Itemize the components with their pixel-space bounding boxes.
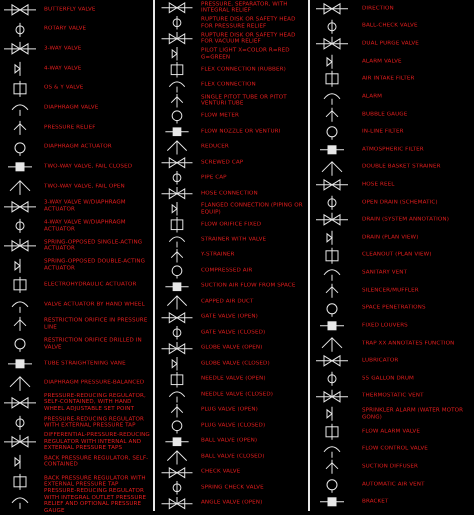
legend-column-b — [157, 0, 307, 511]
flex-connection-icon — [157, 77, 197, 92]
flow-nozzle-icon — [157, 124, 197, 139]
bracket-icon — [312, 493, 352, 511]
legend-row — [312, 18, 474, 36]
legend-row — [0, 0, 152, 20]
legend-label: ROTARY VALVE — [44, 26, 87, 33]
legend-label: SUCTION DIFFUSER — [362, 463, 419, 470]
self-contained-regulator-icon — [0, 393, 40, 413]
legend-label: PILOT LIGHT X=COLOR R=RED G=GREEN — [201, 47, 290, 61]
legend-label: HOSE REEL — [362, 181, 395, 188]
legend-row — [157, 356, 307, 371]
legend-label: DOUBLE BASKET STRAINER — [362, 164, 441, 171]
legend-label: SINGLE PITOT TUBE OR PITOT VENTURI TUBE — [201, 94, 287, 107]
legend-row — [312, 53, 474, 71]
column-divider — [153, 0, 155, 511]
gate-valve-open-icon — [157, 310, 197, 325]
os-y-valve-icon — [0, 79, 40, 99]
legend-label: 55 GALLON DRUM — [362, 375, 414, 382]
plug-valve-closed-icon — [157, 418, 197, 433]
check-valve-icon — [157, 465, 197, 480]
legend-row — [0, 432, 152, 452]
globe-valve-open-icon — [157, 341, 197, 356]
legend-label: DIAPHRAGM ACTUATOR — [44, 144, 112, 151]
sprinkler-alarm-icon — [312, 405, 352, 423]
electrohydraulic-actuator-icon — [0, 275, 40, 295]
legend-row — [312, 70, 474, 88]
legend-label: BACK PRESSURE REGULATOR WITH EXTERNAL PRESSURE TAP — [44, 474, 146, 488]
legend-row — [0, 98, 152, 118]
spring-double-actuator-icon — [0, 256, 40, 276]
legend-row — [157, 341, 307, 356]
legend-label: ALARM VALVE — [362, 58, 402, 65]
legend-row — [0, 393, 152, 413]
legend-row — [0, 216, 152, 236]
legend-row — [157, 0, 307, 15]
legend-row — [312, 441, 474, 459]
back-pressure-regulator-icon — [0, 452, 40, 472]
legend-label: AUTOMATIC AIR VENT — [362, 481, 425, 488]
legend-label: RUPTURE DISK OR SAFETY HEAD FOR VACUUM RELIEF — [201, 32, 296, 45]
automatic-air-vent-icon — [312, 476, 352, 494]
legend-row — [312, 176, 474, 194]
legend-row — [0, 157, 152, 177]
legend-row — [312, 106, 474, 124]
legend-label: DIAPHRAGM PRESSURE-BALANCED — [44, 379, 145, 386]
legend-label: BALL VALVE (CLOSED) — [201, 453, 265, 460]
legend-row — [312, 229, 474, 247]
legend-label: FLANGED CONNECTION (PIPING OR EQUIP) — [201, 202, 303, 216]
legend-row — [0, 314, 152, 334]
legend-row — [157, 108, 307, 123]
legend-row — [312, 335, 474, 353]
legend-row — [312, 247, 474, 265]
atmospheric-filter-icon — [312, 141, 352, 159]
legend-row — [157, 31, 307, 46]
legend-row — [0, 20, 152, 40]
legend-row — [157, 372, 307, 387]
legend-row — [157, 248, 307, 263]
rotary-valve-icon — [0, 20, 40, 40]
legend-row — [312, 159, 474, 177]
direction-icon — [312, 0, 352, 18]
capped-duct-icon — [157, 294, 197, 309]
legend-row — [312, 194, 474, 212]
legend-row — [0, 275, 152, 295]
legend-row — [157, 434, 307, 449]
legend-row — [312, 264, 474, 282]
legend-row — [312, 141, 474, 159]
legend-label: NEEDLE VALVE (OPEN) — [201, 376, 266, 383]
legend-label: ELECTROHYDRAULIC ACTUATOR — [44, 281, 137, 288]
legend-label: PRESSURE, SEPARATOR, WITH INTEGRAL RELIEF — [201, 1, 288, 14]
legend-row — [0, 236, 152, 256]
legend-row — [0, 177, 152, 197]
fixed-louvers-icon — [312, 317, 352, 335]
flow-control-valve-icon — [312, 441, 352, 459]
pressure-relief-icon — [0, 118, 40, 138]
legend-label: PRESSURE-REDUCING REGULATOR WITH EXTERNAL PRESSURE TAP — [44, 415, 144, 429]
restriction-orifice-icon — [0, 314, 40, 334]
legend-label: TWO-WAY VALVE, FAIL CLOSED — [44, 163, 133, 170]
legend-label: RESTRICTION ORIFICE IN PRESSURE LINE — [44, 317, 148, 331]
hose-reel-icon — [312, 176, 352, 194]
back-pressure-external-icon — [0, 472, 40, 492]
legend-label: FLEX CONNECTION (RUBBER) — [201, 66, 286, 73]
legend-label: HOSE CONNECTION — [201, 190, 258, 197]
cleanout-plan-icon — [312, 247, 352, 265]
two-way-fail-open-icon — [0, 177, 40, 197]
double-basket-strainer-icon — [312, 159, 352, 177]
three-way-diaphragm-icon — [0, 197, 40, 217]
legend-label: STRAINER WITH VALVE — [201, 236, 267, 243]
legend-label: THERMOSTATIC VENT — [362, 393, 424, 400]
legend-label: 4-WAY VALVE — [44, 65, 82, 72]
legend-label: CHECK VALVE — [201, 468, 241, 475]
flow-alarm-valve-icon — [312, 423, 352, 441]
globe-valve-closed-icon — [157, 356, 197, 371]
legend-label: TRAP XX ANNOTATES FUNCTION — [362, 340, 455, 347]
legend-row — [0, 354, 152, 374]
legend-label: BALL VALVE (OPEN) — [201, 438, 258, 444]
legend-label: FLOW ALARM VALVE — [362, 428, 420, 435]
legend-label: SPRINKLER ALARM (WATER MOTOR GONG) — [362, 407, 464, 421]
legend-row — [157, 170, 307, 185]
legend-label: LUBRICATOR — [362, 357, 399, 364]
alarm-icon — [312, 88, 352, 106]
legend-row — [0, 373, 152, 393]
legend-row — [312, 0, 474, 18]
legend-label: 3-WAY VALVE — [44, 45, 82, 52]
suction-diffuser-icon — [312, 458, 352, 476]
thermostatic-vent-icon — [312, 388, 352, 406]
diaphragm-actuator-icon — [0, 138, 40, 158]
strainer-valve-icon — [157, 232, 197, 247]
legend-row — [157, 310, 307, 325]
legend-label: AIR INTAKE FILTER — [362, 75, 415, 82]
drain-plan-icon — [312, 229, 352, 247]
legend-label: OPEN DRAIN (SCHEMATIC) — [362, 199, 438, 206]
legend-row — [312, 352, 474, 370]
butterfly-valve-icon — [0, 0, 40, 20]
legend-label: BACK PRESSURE REGULATOR, SELF-CONTAINED — [44, 455, 149, 468]
legend-label: PRESSURE-REDUCING REGULATOR, SELF-CONTAINED, WITH HAND WHEEL ADJUSTABLE SET POINT — [44, 392, 146, 413]
legend-label: FLEX CONNECTION — [201, 81, 256, 88]
diaphragm-valve-icon — [0, 98, 40, 118]
alarm-valve-icon — [312, 53, 352, 71]
compressed-air-icon — [157, 263, 197, 278]
flex-rubber-icon — [157, 62, 197, 77]
reducer-icon — [157, 139, 197, 154]
legend-label: GATE VALVE (OPEN) — [201, 314, 258, 321]
legend-row — [0, 452, 152, 472]
legend-label: SANITARY VENT — [362, 269, 408, 276]
legend-label: RUPTURE DISK OR SAFETY HEAD FOR PRESSURE RELIEF — [201, 16, 296, 30]
legend-row — [0, 118, 152, 138]
legend-row — [157, 93, 307, 108]
legend-row — [0, 413, 152, 433]
legend-label: SILENCER/MUFFLER — [362, 287, 419, 294]
legend-row — [312, 211, 474, 229]
legend-row — [0, 39, 152, 59]
legend-row — [312, 317, 474, 335]
legend-row — [157, 46, 307, 61]
legend-label: BRACKET — [362, 498, 389, 505]
legend-label: DUAL PURGE VALVE — [362, 40, 419, 47]
gate-valve-closed-icon — [157, 325, 197, 340]
legend-label: IN-LINE FILTER — [362, 128, 404, 135]
legend-label: SPACE PENETRATIONS — [362, 305, 426, 312]
drum-icon — [312, 370, 352, 388]
orifice-drilled-icon — [0, 334, 40, 354]
legend-label: ATMOSPHERIC FILTER — [362, 146, 424, 153]
legend-row — [157, 496, 307, 511]
needle-valve-open-icon — [157, 372, 197, 387]
legend-label: SPRING-OPPOSED SINGLE-ACTING ACTUATOR — [44, 239, 143, 252]
four-way-valve-icon — [0, 59, 40, 79]
legend-label: 3-WAY VALVE W/DIAPHRAGM ACTUATOR — [44, 199, 126, 213]
legend-row — [157, 387, 307, 402]
spring-check-valve-icon — [157, 480, 197, 495]
flanged-connection-icon — [157, 201, 197, 216]
legend-row — [312, 405, 474, 423]
pilot-light-icon — [157, 46, 197, 61]
differential-regulator-icon — [0, 432, 40, 452]
legend-row — [312, 300, 474, 318]
legend-label: BUBBLE GAUGE — [362, 111, 408, 118]
flow-orifice-icon — [157, 217, 197, 232]
legend-label: FIXED LOUVERS — [362, 322, 408, 329]
legend-row — [0, 487, 152, 514]
legend-label: DRAIN (SYSTEM ANNOTATION) — [362, 216, 449, 223]
hand-wheel-icon — [0, 295, 40, 315]
straightening-vane-icon — [0, 354, 40, 374]
legend-label: ANGLE VALVE (OPEN) — [201, 499, 263, 506]
flow-meter-icon — [157, 108, 197, 123]
legend-row — [312, 476, 474, 494]
legend-row — [157, 232, 307, 247]
legend-label: GLOBE VALVE (CLOSED) — [201, 360, 270, 367]
column-divider — [308, 0, 310, 511]
legend-label: PRESSURE RELIEF — [44, 124, 96, 131]
integral-relief-regulator-icon — [0, 491, 40, 511]
legend-label: CAPPED AIR DUCT — [201, 298, 254, 305]
legend-row — [312, 493, 474, 511]
legend-row — [157, 201, 307, 216]
legend-row — [157, 155, 307, 170]
legend-row — [312, 123, 474, 141]
legend-column-c — [312, 0, 474, 511]
legend-label: COMPRESSED AIR — [201, 267, 253, 274]
bubble-gauge-icon — [312, 106, 352, 124]
rupture-disk-pressure-icon — [157, 15, 197, 30]
space-penetrations-icon — [312, 300, 352, 318]
needle-valve-closed-icon — [157, 387, 197, 402]
legend-row — [157, 77, 307, 92]
legend-label: BALL-CHECK VALVE — [362, 23, 418, 30]
legend-label: BUTTERFLY VALVE — [44, 6, 96, 13]
legend-row — [312, 458, 474, 476]
legend-row — [157, 217, 307, 232]
legend-label: OS & Y VALVE — [44, 85, 84, 92]
legend-label: PLUG VALVE (OPEN) — [201, 407, 258, 414]
legend-row — [157, 449, 307, 464]
legend-row — [157, 62, 307, 77]
legend-label: PRESSURE-REDUCING REGULATOR WITH INTEGRAL OUTLET PRESSURE RELIEF AND OPTIONAL PRESSURE GAUGE — [44, 487, 147, 514]
legend-row — [0, 334, 152, 354]
legend-row — [0, 295, 152, 315]
legend-label: SUCTION AIR FLOW FROM SPACE — [201, 283, 296, 290]
ball-valve-closed-icon — [157, 449, 197, 464]
lubricator-icon — [312, 352, 352, 370]
legend-row — [157, 480, 307, 495]
two-way-fail-closed-icon — [0, 157, 40, 177]
legend-label: TUBE STRAIGHTENING VANE — [44, 360, 126, 367]
legend-row — [312, 88, 474, 106]
legend-label: SPRING-OPPOSED DOUBLE-ACTING ACTUATOR — [44, 258, 146, 272]
legend-row — [157, 139, 307, 154]
legend-row — [0, 59, 152, 79]
legend-label: DIAPHRAGM VALVE — [44, 104, 99, 111]
legend-row — [0, 79, 152, 99]
legend-row — [157, 294, 307, 309]
legend-label: ALARM — [362, 93, 383, 100]
legend-row — [157, 124, 307, 139]
legend-label: Y-STRAINER — [201, 252, 235, 259]
legend-label: NEEDLE VALVE (CLOSED) — [201, 391, 274, 398]
dual-purge-valve-icon — [312, 35, 352, 53]
three-way-valve-icon — [0, 39, 40, 59]
legend-label: REDUCER — [201, 143, 229, 150]
legend-label: GLOBE VALVE (OPEN) — [201, 345, 263, 352]
legend-label: TWO-WAY VALVE, FAIL OPEN — [44, 183, 125, 190]
legend-row — [157, 15, 307, 30]
legend-row — [0, 197, 152, 217]
screwed-cap-icon — [157, 155, 197, 170]
ball-valve-open-icon — [157, 434, 197, 449]
legend-row — [312, 35, 474, 53]
legend-label: SCREWED CAP — [201, 159, 244, 166]
pipe-cap-icon — [157, 170, 197, 185]
legend-row — [157, 186, 307, 201]
air-intake-filter-icon — [312, 70, 352, 88]
legend-row — [157, 403, 307, 418]
legend-label: DIFFERENTIAL-PRESSURE-REDUCING REGULATOR WITH INTERNAL AND EXTERNAL PRESSURE TAPS — [44, 432, 150, 452]
legend-label: VALVE ACTUATOR BY HAND WHEEL — [44, 301, 145, 308]
legend-row — [312, 388, 474, 406]
legend-label: RESTRICTION ORIFICE DRILLED IN VALVE — [44, 337, 142, 350]
suction-air-icon — [157, 279, 197, 294]
legend-row — [312, 370, 474, 388]
rupture-disk-vacuum-icon — [157, 31, 197, 46]
legend-row — [0, 138, 152, 158]
drain-annotation-icon — [312, 211, 352, 229]
spring-single-actuator-icon — [0, 236, 40, 256]
four-way-diaphragm-icon — [0, 216, 40, 236]
legend-label: CLEANOUT (PLAN VIEW) — [362, 252, 432, 259]
legend-label: FLOW NOZZLE OR VENTURI — [201, 128, 281, 135]
legend-row — [312, 282, 474, 300]
legend-label: DRAIN (PLAN VIEW) — [362, 234, 419, 241]
legend-row — [157, 325, 307, 340]
legend-label: FLOW CONTROL VALVE — [362, 446, 428, 453]
legend-row — [157, 263, 307, 278]
legend-label: FLOW ORIFICE FIXED — [201, 221, 262, 228]
legend-label: PLUG VALVE (CLOSED) — [201, 422, 266, 429]
hose-connection-icon — [157, 186, 197, 201]
silencer-icon — [312, 282, 352, 300]
legend-row — [0, 256, 152, 276]
legend-column-a — [0, 0, 152, 514]
legend-row — [157, 279, 307, 294]
plug-valve-open-icon — [157, 403, 197, 418]
legend-label: SPRING CHECK VALVE — [201, 484, 264, 491]
external-tap-regulator-icon — [0, 413, 40, 433]
ball-check-valve-icon — [312, 18, 352, 36]
legend-row — [157, 418, 307, 433]
trap-icon — [312, 335, 352, 353]
legend-label: PIPE CAP — [201, 174, 227, 181]
open-drain-icon — [312, 194, 352, 212]
separator-relief-icon — [157, 0, 197, 15]
angle-valve-open-icon — [157, 496, 197, 511]
legend-row — [312, 423, 474, 441]
sanitary-vent-icon — [312, 264, 352, 282]
pitot-tube-icon — [157, 93, 197, 108]
legend-label: FLOW METER — [201, 112, 240, 119]
legend-row — [157, 465, 307, 480]
legend-label: 4-WAY VALVE W/DIAPHRAGM ACTUATOR — [44, 219, 126, 232]
legend-label: GATE VALVE (CLOSED) — [201, 329, 266, 336]
pressure-balanced-icon — [0, 373, 40, 393]
y-strainer-icon — [157, 248, 197, 263]
in-line-filter-icon — [312, 123, 352, 141]
legend-label: DIRECTION — [362, 5, 394, 12]
